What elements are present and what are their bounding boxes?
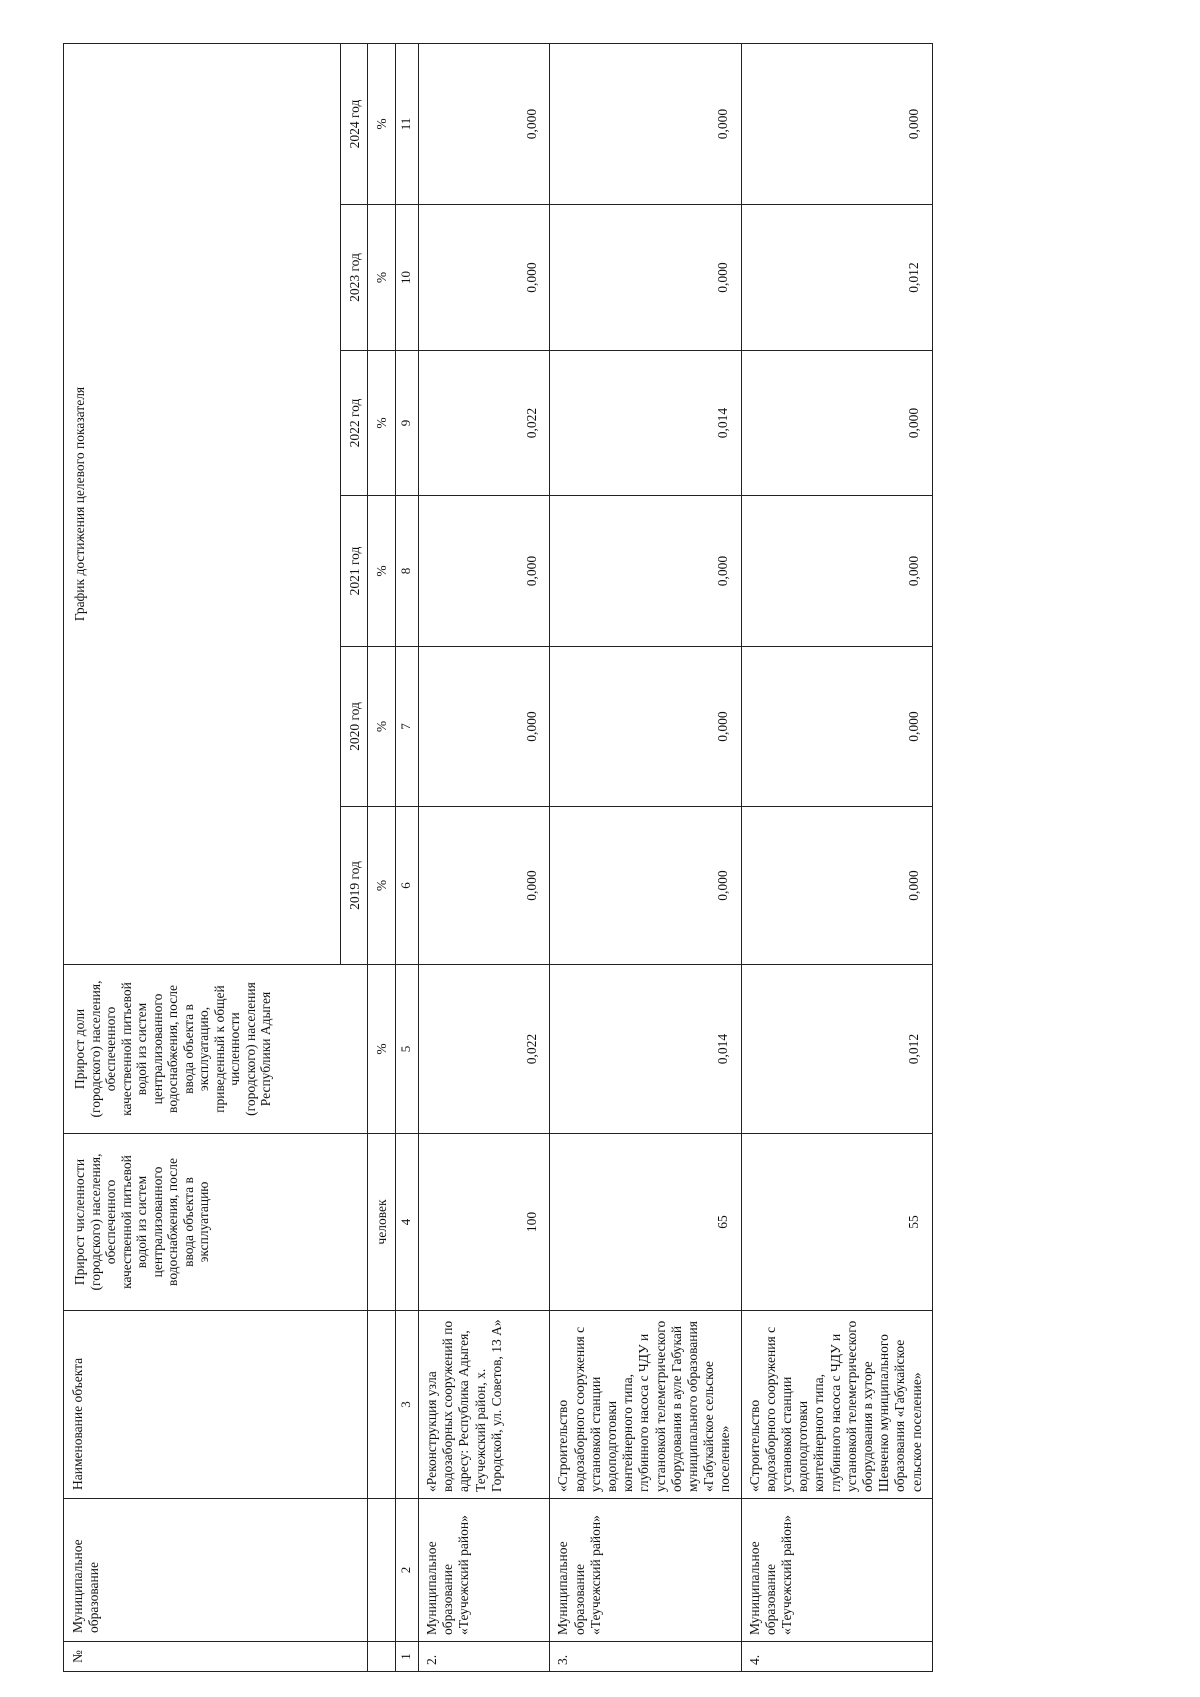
row-number: 2. [418, 1642, 549, 1672]
header-municipality: Муниципальное образование [64, 1499, 368, 1642]
row-year-2023: 0,012 [741, 205, 932, 351]
column-number: 11 [395, 43, 418, 204]
unit-blank-2 [368, 1499, 395, 1642]
row-municipality: Муниципальное образование «Теучежский район» [550, 1499, 741, 1642]
row-year-2021: 0,000 [550, 496, 741, 647]
header-object-name: Наименование объекта [64, 1311, 368, 1499]
row-people-increase: 55 [741, 1134, 932, 1311]
header-year-2020: 2020 год [341, 647, 368, 807]
rotated-table-container [63, 44, 933, 1672]
row-year-2023: 0,000 [418, 205, 549, 351]
table-row [550, 43, 741, 1671]
row-year-2020: 0,000 [418, 647, 549, 807]
row-year-2024: 0,000 [418, 43, 549, 204]
row-year-2024: 0,000 [550, 43, 741, 204]
row-number: 3. [550, 1642, 741, 1672]
header-year-2024: 2024 год [341, 43, 368, 204]
row-year-2022: 0,000 [741, 351, 932, 496]
column-number: 6 [395, 807, 418, 965]
column-number: 1 [395, 1642, 418, 1672]
row-share-increase: 0,012 [741, 965, 932, 1134]
row-number: 4. [741, 1642, 932, 1672]
unit-percent-2021: % [368, 496, 395, 647]
row-year-2023: 0,000 [550, 205, 741, 351]
unit-people: человек [368, 1134, 395, 1311]
document-page [63, 44, 933, 1672]
column-number: 9 [395, 351, 418, 496]
unit-blank-3 [368, 1311, 395, 1499]
row-object-name: «Строительство водозаборного сооружения с установкой станции водоподготовки контейнерного типа, глубинного насоса с ЧДУ и установкой телеметрического оборудования в ауле Габукай муниципального образования «Габукайское сельское поселение» [550, 1311, 741, 1499]
unit-percent-share: % [368, 965, 395, 1134]
header-population-increase: Прирост численности (городского) населения, обеспеченного качественной питьевой водой из систем централизованного водоснабжения, после ввода объекта в эксплуатацию [64, 1134, 368, 1311]
row-share-increase: 0,014 [550, 965, 741, 1134]
row-people-increase: 100 [418, 1134, 549, 1311]
header-year-2021: 2021 год [341, 496, 368, 647]
unit-percent-2023: % [368, 205, 395, 351]
row-year-2020: 0,000 [741, 647, 932, 807]
column-number: 7 [395, 647, 418, 807]
header-year-2023: 2023 год [341, 205, 368, 351]
row-year-2021: 0,000 [418, 496, 549, 647]
column-number: 2 [395, 1499, 418, 1642]
header-year-2019: 2019 год [341, 807, 368, 965]
row-year-2019: 0,000 [550, 807, 741, 965]
row-year-2019: 0,000 [741, 807, 932, 965]
row-year-2020: 0,000 [550, 647, 741, 807]
unit-blank-1 [368, 1642, 395, 1672]
table-row [418, 43, 549, 1671]
row-municipality: Муниципальное образование «Теучежский район» [741, 1499, 932, 1642]
row-share-increase: 0,022 [418, 965, 549, 1134]
row-year-2022: 0,014 [550, 351, 741, 496]
row-object-name: «Строительство водозаборного сооружения с установкой станции водоподготовки контейнерного типа, глубинного насоса с ЧДУ и установкой телеметрического оборудования в хуторе Шевченко муниципального образования «Габукайское сельское поселение» [741, 1311, 932, 1499]
row-municipality: Муниципальное образование «Теучежский район» [418, 1499, 549, 1642]
column-number: 4 [395, 1134, 418, 1311]
unit-percent-2020: % [368, 647, 395, 807]
table-row [741, 43, 932, 1671]
header-schedule: График достижения целевого показателя [64, 43, 341, 964]
column-number: 3 [395, 1311, 418, 1499]
column-number: 8 [395, 496, 418, 647]
row-people-increase: 65 [550, 1134, 741, 1311]
row-year-2022: 0,022 [418, 351, 549, 496]
unit-percent-2022: % [368, 351, 395, 496]
row-year-2019: 0,000 [418, 807, 549, 965]
header-year-2022: 2022 год [341, 351, 368, 496]
row-object-name: «Реконструкция узла водозаборных сооружений по адресу: Республика Адыгея, Теучежский район, х. Городской, ул. Советов, 13 А» [418, 1311, 549, 1499]
header-share-increase: Прирост доли (городского) населения, обеспеченного качественной питьевой водой из систем централизованного водоснабжения, после ввода объекта в эксплуатацию, приведенный к общей численности (городского) населения Республики Адыгея [64, 965, 368, 1134]
header-no: № [64, 1642, 368, 1672]
target-indicator-table [63, 43, 933, 1672]
row-year-2021: 0,000 [741, 496, 932, 647]
unit-percent-2024: % [368, 43, 395, 204]
unit-percent-2019: % [368, 807, 395, 965]
column-number: 10 [395, 205, 418, 351]
column-number: 5 [395, 965, 418, 1134]
row-year-2024: 0,000 [741, 43, 932, 204]
